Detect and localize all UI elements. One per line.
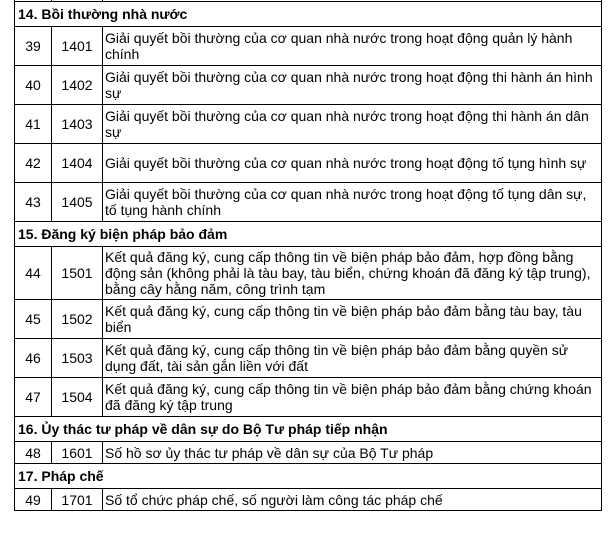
row-indicator: Kết quả đăng ký, cung cấp thông tin về biện pháp bảo đảm bằng chứng khoán đã đăng ký tập trung <box>103 378 602 417</box>
row-index: 41 <box>15 105 52 144</box>
row-code: 1403 <box>52 105 103 144</box>
row-index: 47 <box>15 378 52 417</box>
table-row <box>15 105 602 144</box>
row-code: 1701 <box>52 489 103 511</box>
section-title: 15. Đăng ký biện pháp bảo đảm <box>15 222 602 247</box>
table-row <box>15 183 602 222</box>
row-indicator: Kết quả đăng ký, cung cấp thông tin về biện pháp bảo đảm bằng tàu bay, tàu biển <box>103 300 602 339</box>
row-index: 49 <box>15 489 52 511</box>
row-code: 1404 <box>52 144 103 183</box>
row-code: 1501 <box>52 247 103 300</box>
row-code: 1402 <box>52 66 103 105</box>
row-indicator: Kết quả đăng ký, cung cấp thông tin về biện pháp bảo đảm bằng quyền sử dụng đất, tài sản gắn liền với đất <box>103 339 602 378</box>
row-index: 48 <box>15 442 52 464</box>
row-indicator: Giải quyết bồi thường của cơ quan nhà nước trong hoạt động quản lý hành chính <box>103 27 602 66</box>
row-code: 1502 <box>52 300 103 339</box>
row-index: 40 <box>15 66 52 105</box>
row-indicator: Giải quyết bồi thường của cơ quan nhà nước trong hoạt động tố tụng hình sự <box>103 144 602 183</box>
section-heading-15 <box>15 222 602 247</box>
row-code: 1401 <box>52 27 103 66</box>
section-heading-17 <box>15 464 602 489</box>
row-indicator: Giải quyết bồi thường của cơ quan nhà nước trong hoạt động thi hành án hình sự <box>103 66 602 105</box>
section-title: 17. Pháp chế <box>15 464 602 489</box>
row-code: 1503 <box>52 339 103 378</box>
statistics-table <box>14 0 602 511</box>
table-row <box>15 378 602 417</box>
row-indicator: Kết quả đăng ký, cung cấp thông tin về biện pháp bảo đảm, hợp đồng bằng động sản (không phải là tàu bay, tàu biển, chứng khoán đã đăng ký tập trung), bằng cây hằng năm, công trình tạm <box>103 247 602 300</box>
table-row <box>15 27 602 66</box>
row-index: 42 <box>15 144 52 183</box>
section-heading-14 <box>15 2 602 27</box>
row-index: 46 <box>15 339 52 378</box>
table-row <box>15 247 602 300</box>
row-index: 45 <box>15 300 52 339</box>
row-code: 1405 <box>52 183 103 222</box>
row-index: 43 <box>15 183 52 222</box>
section-title: 16. Ủy thác tư pháp về dân sự do Bộ Tư pháp tiếp nhận <box>15 417 602 442</box>
table-row <box>15 442 602 464</box>
table-row <box>15 489 602 511</box>
row-indicator: Số tổ chức pháp chế, số người làm công tác pháp chế <box>103 489 602 511</box>
row-index: 44 <box>15 247 52 300</box>
row-indicator: Giải quyết bồi thường của cơ quan nhà nước trong hoạt động tố tụng dân sự, tố tụng hành chính <box>103 183 602 222</box>
table-row <box>15 144 602 183</box>
table-row <box>15 300 602 339</box>
table-row <box>15 66 602 105</box>
table-row <box>15 339 602 378</box>
section-heading-16 <box>15 417 602 442</box>
row-indicator: Số hồ sơ ủy thác tư pháp về dân sự của Bộ Tư pháp <box>103 442 602 464</box>
section-title: 14. Bồi thường nhà nước <box>15 2 602 27</box>
row-code: 1504 <box>52 378 103 417</box>
row-indicator: Giải quyết bồi thường của cơ quan nhà nước trong hoạt động thi hành án dân sự <box>103 105 602 144</box>
row-code: 1601 <box>52 442 103 464</box>
row-index: 39 <box>15 27 52 66</box>
